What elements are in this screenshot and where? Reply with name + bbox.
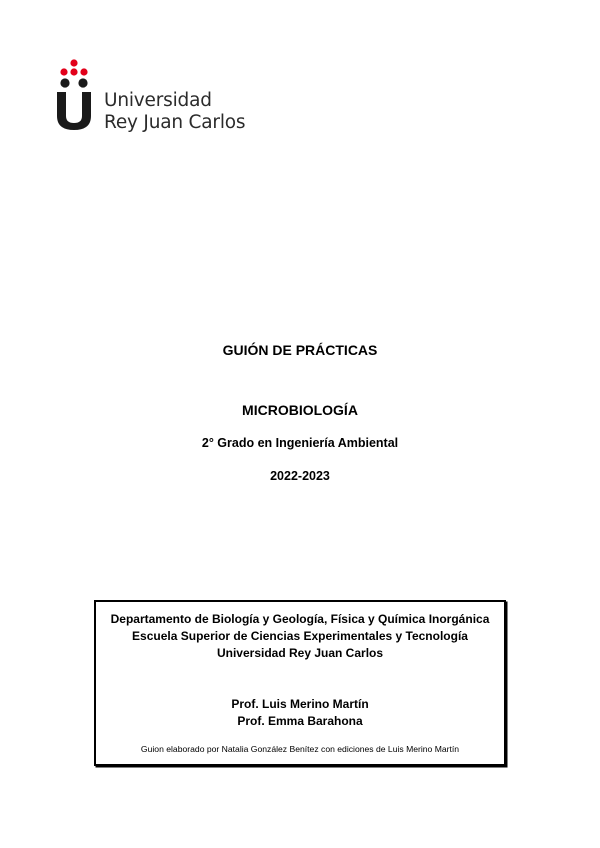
university-line: Universidad Rey Juan Carlos xyxy=(216,646,384,660)
logo-wordmark xyxy=(104,90,245,134)
degree-line: 2° Grado en Ingeniería Ambiental xyxy=(201,436,399,450)
urjc-logo-icon xyxy=(56,58,92,132)
logo-line-1: Universidad xyxy=(104,90,212,111)
department-line: Departamento de Biología y Geología, Física y Química Inorgánica xyxy=(110,612,490,626)
professor-2: Prof. Emma Barahona xyxy=(237,714,363,728)
document-title: GUIÓN DE PRÁCTICAS xyxy=(222,342,378,358)
subject-title: MICROBIOLOGÍA xyxy=(242,402,358,418)
university-logo xyxy=(56,58,256,138)
professor-1: Prof. Luis Merino Martín xyxy=(231,697,369,711)
credit-line: Guion elaborado por Natalia González Benítez con ediciones de Luis Merino Martín xyxy=(140,744,460,754)
school-line: Escuela Superior de Ciencias Experimentales y Tecnología xyxy=(132,629,468,643)
academic-year: 2022-2023 xyxy=(270,469,330,483)
credits-box xyxy=(94,600,506,766)
logo-line-2: Rey Juan Carlos xyxy=(104,112,246,133)
